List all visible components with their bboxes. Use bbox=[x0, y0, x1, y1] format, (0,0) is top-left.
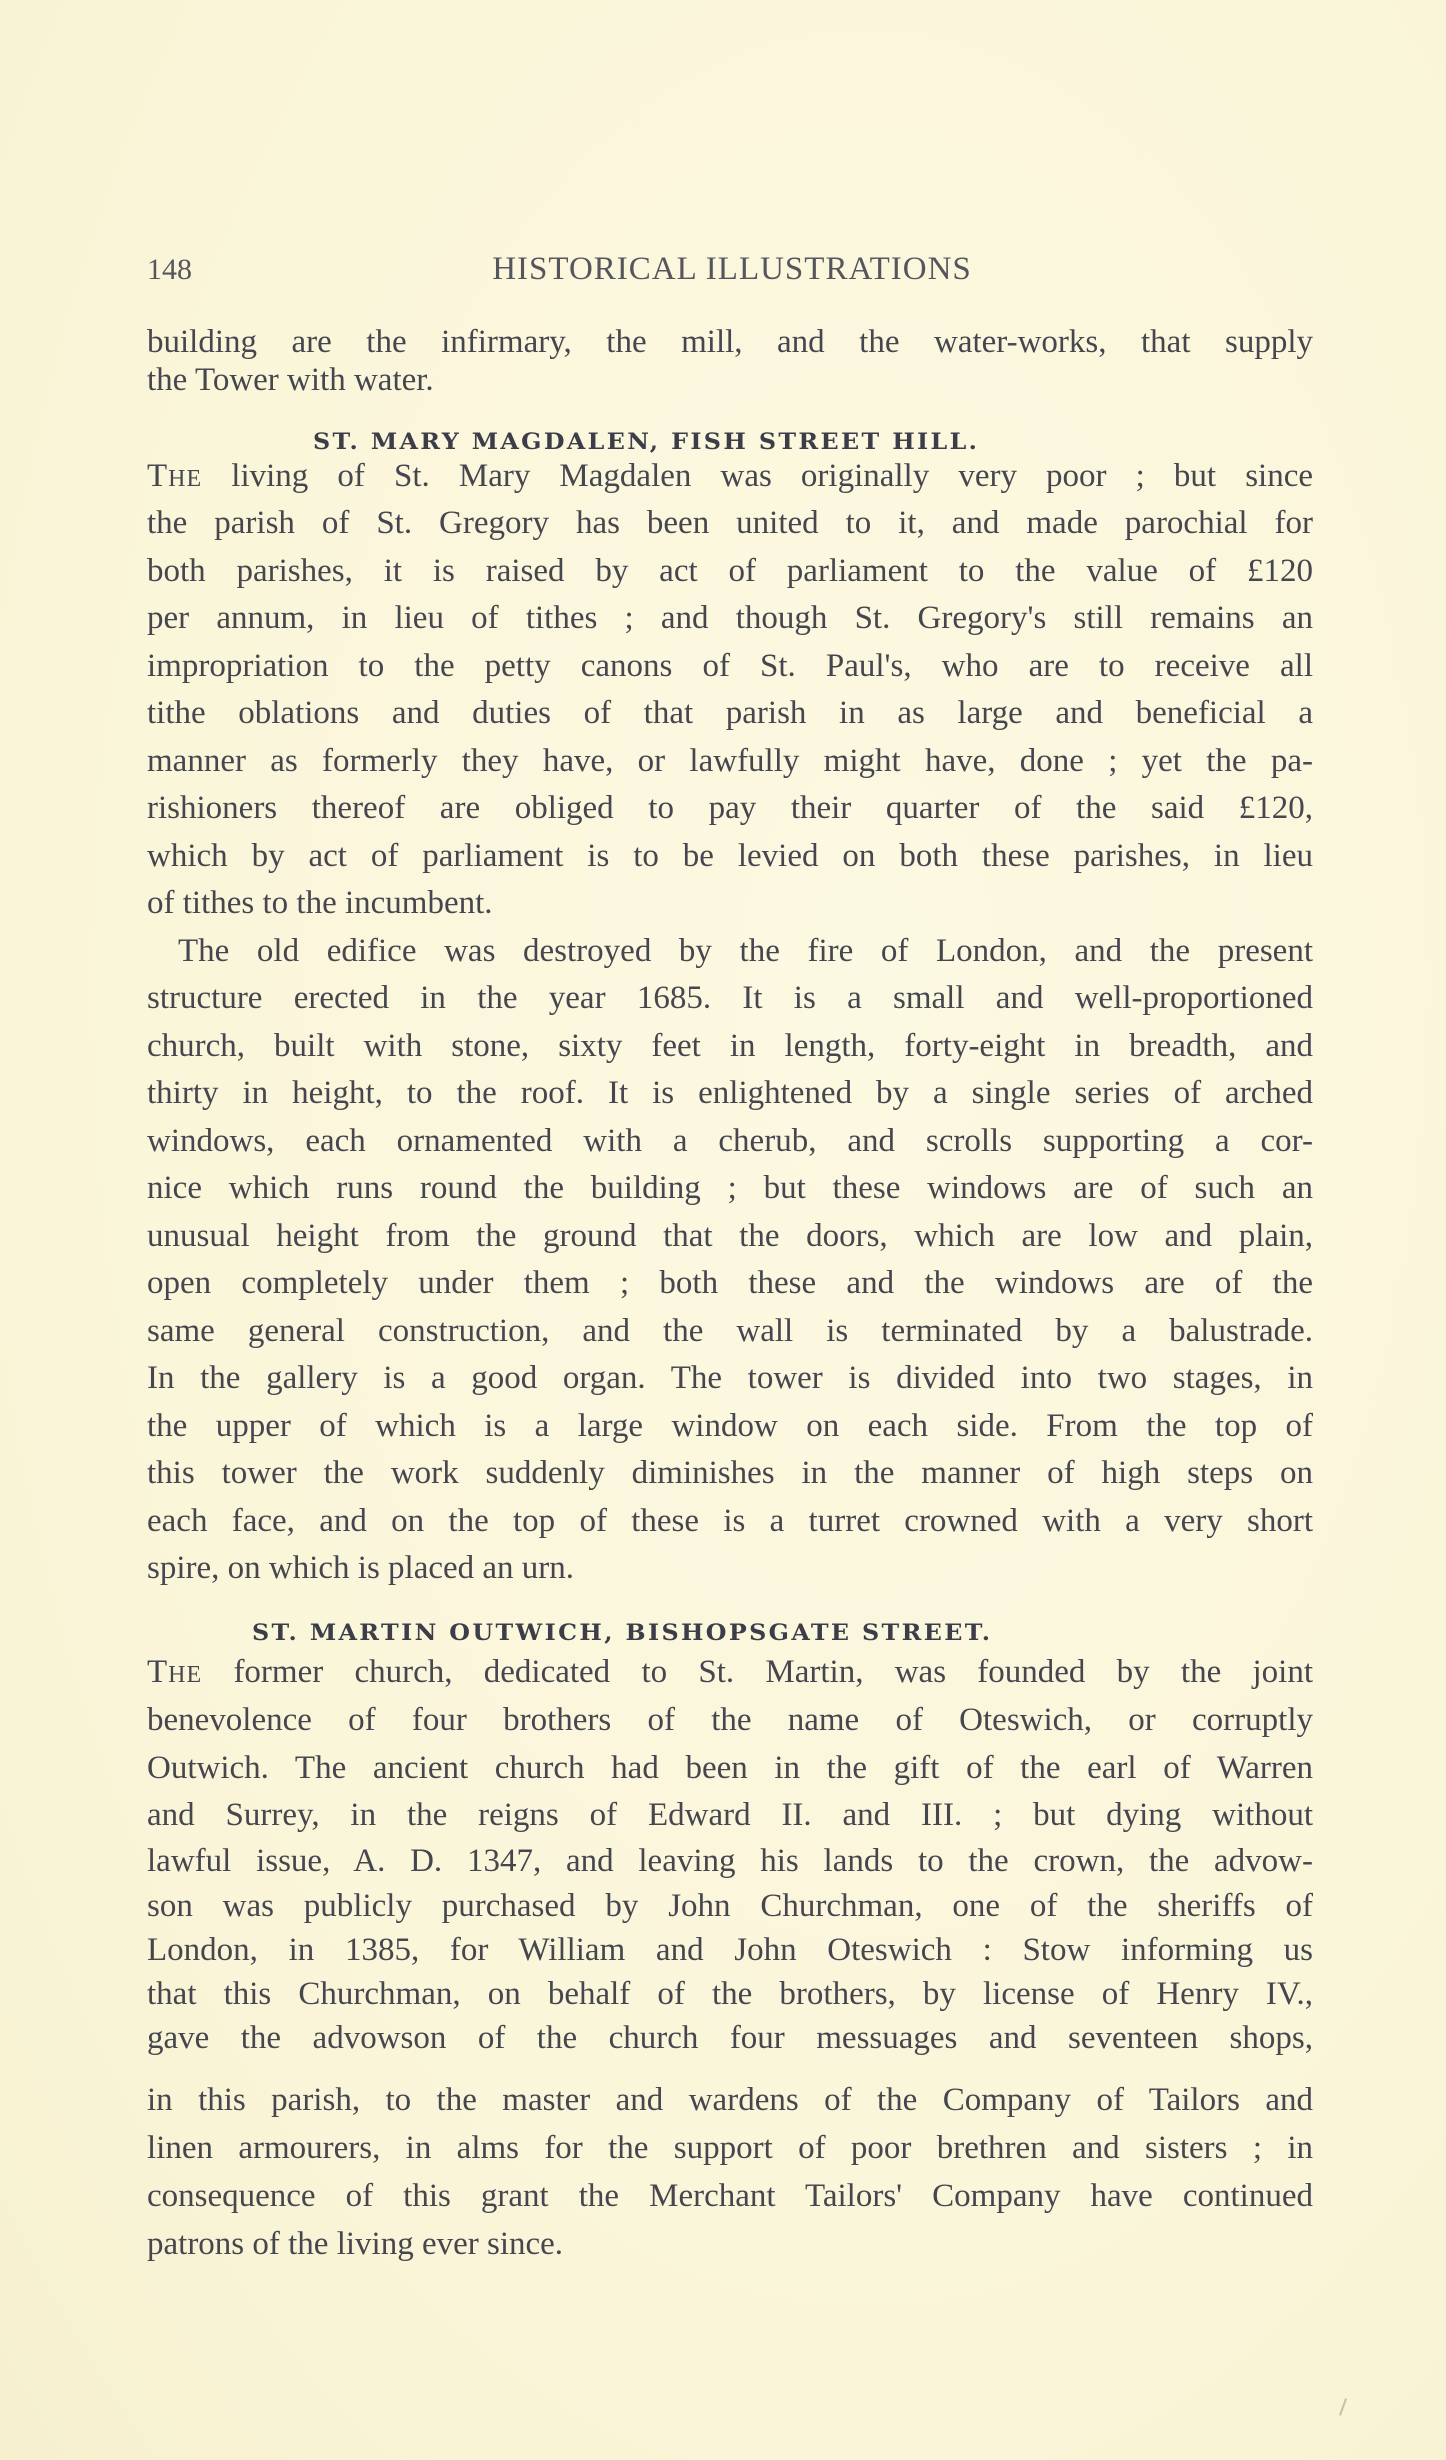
text-line: lawful issue, A. D. 1347, and leaving his lands to the crown, the advow- bbox=[147, 1843, 1313, 1879]
text-line: church, built with stone, sixty feet in length, forty-eight in breadth, and bbox=[147, 1028, 1313, 1064]
text-line: patrons of the living ever since. bbox=[147, 2226, 564, 2262]
text-line: unusual height from the ground that the doors, which are low and plain, bbox=[147, 1218, 1313, 1254]
text-line: the Tower with water. bbox=[147, 362, 434, 398]
small-caps-lead: THE bbox=[147, 458, 203, 494]
text-line: building are the infirmary, the mill, and the water-works, that supply bbox=[147, 324, 1313, 360]
text-line: impropriation to the petty canons of St. Paul's, who are to receive all bbox=[147, 648, 1313, 684]
text-line: nice which runs round the building ; but these windows are of such an bbox=[147, 1170, 1313, 1206]
page-number: 148 bbox=[147, 253, 192, 286]
text-line: THE living of St. Mary Magdalen was originally very poor ; but since bbox=[147, 458, 1313, 494]
text-line: benevolence of four brothers of the name of Oteswich, or corruptly bbox=[147, 1702, 1313, 1738]
text-line: consequence of this grant the Merchant Tailors' Company have continued bbox=[147, 2178, 1313, 2214]
text-line: structure erected in the year 1685. It is a small and well-proportioned bbox=[147, 980, 1313, 1016]
text-line: this tower the work suddenly diminishes in the manner of high steps on bbox=[147, 1455, 1313, 1491]
text-line: tithe oblations and duties of that parish in as large and beneficial a bbox=[147, 695, 1313, 731]
text-line: rishioners thereof are obliged to pay their quarter of the said £120, bbox=[147, 790, 1313, 826]
text-line: linen armourers, in alms for the support of poor brethren and sisters ; in bbox=[147, 2130, 1313, 2166]
text-line: which by act of parliament is to be levied on both these parishes, in lieu bbox=[147, 838, 1313, 874]
text-line: and Surrey, in the reigns of Edward II. and III. ; but dying without bbox=[147, 1797, 1313, 1833]
text-line: the upper of which is a large window on each side. From the top of bbox=[147, 1408, 1313, 1444]
small-caps-lead: THE bbox=[147, 1654, 203, 1690]
text-line: Outwich. The ancient church had been in the gift of the earl of Warren bbox=[147, 1750, 1313, 1786]
section-heading: ST. MARTIN OUTWICH, BISHOPSGATE STREET. bbox=[252, 1620, 993, 1646]
text-line: London, in 1385, for William and John Oteswich : Stow informing us bbox=[147, 1932, 1313, 1968]
text-line: son was publicly purchased by John Churchman, one of the sheriffs of bbox=[147, 1888, 1313, 1924]
text-line: that this Churchman, on behalf of the brothers, by license of Henry IV., bbox=[147, 1976, 1313, 2012]
section-heading: ST. MARY MAGDALEN, FISH STREET HILL. bbox=[313, 429, 980, 455]
text-line: The old edifice was destroyed by the fire of London, and the present bbox=[178, 933, 1313, 969]
text-line: windows, each ornamented with a cherub, and scrolls supporting a cor- bbox=[147, 1123, 1313, 1159]
text-line: each face, and on the top of these is a turret crowned with a very short bbox=[147, 1503, 1313, 1539]
text-line: In the gallery is a good organ. The tower is divided into two stages, in bbox=[147, 1360, 1313, 1396]
text-line: the parish of St. Gregory has been united to it, and made parochial for bbox=[147, 505, 1313, 541]
text-line: gave the advowson of the church four messuages and seventeen shops, bbox=[147, 2020, 1313, 2056]
text-line: spire, on which is placed an urn. bbox=[147, 1550, 575, 1586]
text-line: open completely under them ; both these and the windows are of the bbox=[147, 1265, 1313, 1301]
text-line: same general construction, and the wall is terminated by a balustrade. bbox=[147, 1313, 1313, 1349]
text-line: of tithes to the incumbent. bbox=[147, 885, 493, 921]
text-line: THE former church, dedicated to St. Martin, was founded by the joint bbox=[147, 1654, 1314, 1690]
text-line: manner as formerly they have, or lawfully might have, done ; yet the pa- bbox=[147, 743, 1313, 779]
running-title: HISTORICAL ILLUSTRATIONS bbox=[492, 251, 972, 287]
text-line: in this parish, to the master and wardens of the Company of Tailors and bbox=[147, 2082, 1313, 2118]
text-line: both parishes, it is raised by act of parliament to the value of £120 bbox=[147, 553, 1313, 589]
text-line: per annum, in lieu of tithes ; and though St. Gregory's still remains an bbox=[147, 600, 1313, 636]
text-line: thirty in height, to the roof. It is enlightened by a single series of arched bbox=[147, 1075, 1313, 1111]
paper-mark bbox=[1339, 2398, 1347, 2416]
